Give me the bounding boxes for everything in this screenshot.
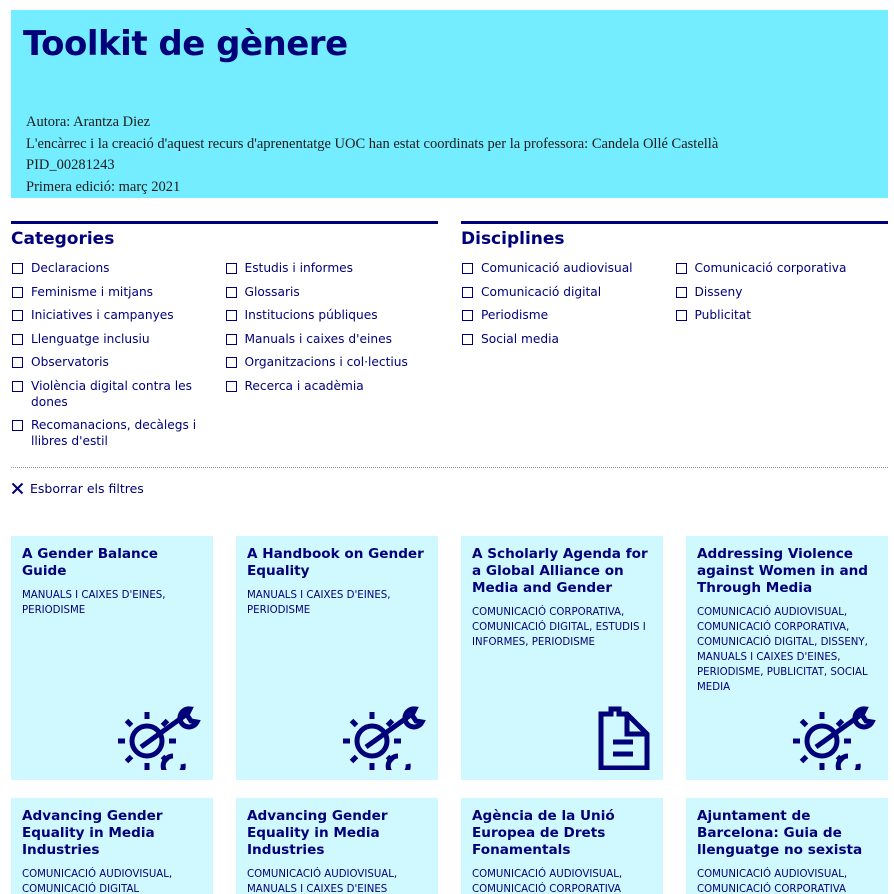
checkbox[interactable] bbox=[462, 334, 473, 345]
categories-column-1 bbox=[11, 260, 225, 457]
checkbox[interactable] bbox=[12, 420, 23, 431]
disciplines-heading: Disciplines bbox=[461, 229, 565, 249]
card-title[interactable]: Agència de la Unió Europea de Drets Fonamentals bbox=[472, 808, 615, 858]
author-line: Autora: Arantza Diez bbox=[26, 114, 151, 130]
filter-option[interactable] bbox=[225, 331, 439, 347]
card-title[interactable]: A Handbook on Gender Equality bbox=[247, 546, 424, 579]
edition-line: Primera edició: març 2021 bbox=[26, 178, 181, 195]
filter-option[interactable] bbox=[461, 260, 675, 276]
checkbox[interactable] bbox=[12, 334, 23, 345]
filter-option-label: Publicitat bbox=[694, 308, 751, 322]
filter-option-label: Institucions públiques bbox=[244, 308, 378, 322]
card-title[interactable]: A Gender Balance Guide bbox=[22, 546, 159, 579]
card-title[interactable]: Ajuntament de Barcelona: Guia de llenguatge no sexista bbox=[697, 808, 863, 858]
checkbox[interactable] bbox=[226, 287, 237, 298]
checkbox[interactable] bbox=[226, 381, 237, 392]
checkbox[interactable] bbox=[462, 310, 473, 321]
tools-icon bbox=[792, 706, 878, 770]
filter-option-label: Periodisme bbox=[481, 308, 549, 322]
filter-option-label: Recerca i acadèmia bbox=[244, 378, 364, 393]
card-tags: MANUALS I CAIXES D'EINES, PERIODISME bbox=[247, 590, 391, 616]
clear-filters-button[interactable] bbox=[11, 481, 144, 496]
filter-option-label: Violència digital contra les dones bbox=[31, 378, 192, 409]
filter-option-label: Comunicació corporativa bbox=[694, 261, 847, 275]
filter-option-label: Manuals i caixes d'eines bbox=[244, 331, 392, 346]
checkbox[interactable] bbox=[12, 263, 23, 274]
filter-option[interactable] bbox=[675, 260, 889, 276]
page-header bbox=[11, 10, 888, 198]
card-tags: COMUNICACIÓ CORPORATIVA, COMUNICACIÓ DIGITAL, ESTUDIS I INFORMES, PERIODISME bbox=[472, 607, 646, 648]
checkbox[interactable] bbox=[12, 287, 23, 298]
filter-option[interactable] bbox=[11, 260, 225, 276]
filter-option[interactable] bbox=[675, 284, 889, 300]
filter-option[interactable] bbox=[225, 354, 439, 370]
resource-card[interactable] bbox=[461, 536, 663, 780]
card-tags: COMUNICACIÓ AUDIOVISUAL, COMUNICACIÓ CORPORATIVA bbox=[472, 869, 623, 894]
checkbox[interactable] bbox=[462, 263, 473, 274]
categories-filter bbox=[11, 221, 438, 457]
resource-card[interactable] bbox=[686, 798, 888, 894]
filter-option-label: Iniciatives i campanyes bbox=[31, 308, 174, 322]
checkbox[interactable] bbox=[676, 263, 687, 274]
card-title[interactable]: A Scholarly Agenda for a Global Alliance on Media and Gender bbox=[472, 546, 648, 596]
filter-option[interactable] bbox=[461, 331, 675, 347]
filter-option-label: Social media bbox=[481, 331, 559, 346]
filter-option-label: Estudis i informes bbox=[244, 261, 354, 275]
filter-option[interactable] bbox=[225, 307, 439, 323]
card-title[interactable]: Advancing Gender Equality in Media Industries bbox=[247, 808, 388, 858]
filter-option-label: Organitzacions i col·lectius bbox=[244, 355, 408, 369]
checkbox[interactable] bbox=[226, 310, 237, 321]
clear-filters-label: Esborrar els filtres bbox=[30, 481, 144, 496]
coordination-line: L'encàrrec i la creació d'aquest recurs d'aprenentatge UOC han estat coordinats per la professora: Candela Ollé Castellà bbox=[26, 135, 719, 152]
resource-card[interactable] bbox=[686, 536, 888, 780]
close-icon bbox=[11, 482, 24, 495]
disciplines-filter bbox=[461, 221, 888, 354]
disciplines-column-2 bbox=[675, 260, 889, 354]
card-title[interactable]: Addressing Violence against Women in and Through Media bbox=[697, 546, 869, 596]
card-tags: MANUALS I CAIXES D'EINES, PERIODISME bbox=[22, 590, 166, 616]
filter-option-label: Feminisme i mitjans bbox=[31, 284, 154, 299]
categories-column-2 bbox=[225, 260, 439, 457]
filter-option-label: Llenguatge inclusiu bbox=[31, 331, 150, 346]
checkbox[interactable] bbox=[12, 357, 23, 368]
filter-option[interactable] bbox=[11, 354, 225, 370]
filter-option[interactable] bbox=[11, 284, 225, 300]
card-tags: COMUNICACIÓ AUDIOVISUAL, COMUNICACIÓ CORPORATIVA, COMUNICACIÓ DIGITAL, DISSENY, MANUALS I CAIXES D'EINES, PERIODISME, PUBLICITAT, SOCIAL MEDIA bbox=[697, 607, 868, 693]
checkbox[interactable] bbox=[226, 334, 237, 345]
filter-option[interactable] bbox=[225, 284, 439, 300]
filter-option-label: Comunicació audiovisual bbox=[481, 261, 633, 275]
filter-option-label: Recomanacions, decàlegs i llibres d'estil bbox=[31, 418, 197, 448]
filter-option-label: Declaracions bbox=[31, 261, 110, 275]
filter-option[interactable] bbox=[11, 378, 225, 410]
checkbox[interactable] bbox=[676, 287, 687, 298]
tools-icon bbox=[342, 706, 428, 770]
filter-option[interactable] bbox=[11, 307, 225, 323]
filter-option-label: Observatoris bbox=[31, 355, 109, 369]
filter-option-label: Disseny bbox=[694, 284, 743, 299]
page-title: Toolkit de gènere bbox=[23, 24, 348, 64]
checkbox[interactable] bbox=[226, 263, 237, 274]
checkbox[interactable] bbox=[462, 287, 473, 298]
disciplines-column-1 bbox=[461, 260, 675, 354]
filter-option[interactable] bbox=[11, 331, 225, 347]
credits bbox=[23, 112, 876, 198]
document-icon bbox=[567, 706, 653, 770]
filter-option-label: Glossaris bbox=[244, 284, 300, 299]
divider bbox=[11, 467, 888, 468]
card-tags: COMUNICACIÓ AUDIOVISUAL, COMUNICACIÓ CORPORATIVA bbox=[697, 869, 848, 894]
card-title[interactable]: Advancing Gender Equality in Media Industries bbox=[22, 808, 163, 858]
categories-heading: Categories bbox=[11, 229, 115, 249]
checkbox[interactable] bbox=[12, 310, 23, 321]
resource-card[interactable] bbox=[236, 798, 438, 894]
tools-icon bbox=[117, 706, 203, 770]
filter-option[interactable] bbox=[11, 417, 225, 449]
resource-card[interactable] bbox=[11, 536, 213, 780]
resource-card[interactable] bbox=[11, 798, 213, 894]
card-tags: COMUNICACIÓ AUDIOVISUAL, COMUNICACIÓ DIGITAL bbox=[22, 869, 173, 894]
resource-card[interactable] bbox=[461, 798, 663, 894]
filter-option[interactable] bbox=[225, 378, 439, 394]
resource-card[interactable] bbox=[236, 536, 438, 780]
filter-option-label: Comunicació digital bbox=[481, 284, 602, 299]
checkbox[interactable] bbox=[676, 310, 687, 321]
filter-option[interactable] bbox=[461, 284, 675, 300]
pid-line: PID_00281243 bbox=[26, 157, 115, 173]
filter-option[interactable] bbox=[225, 260, 439, 276]
checkbox[interactable] bbox=[226, 357, 237, 368]
card-tags: COMUNICACIÓ AUDIOVISUAL, MANUALS I CAIXES D'EINES bbox=[247, 869, 398, 894]
filter-option[interactable] bbox=[461, 307, 675, 323]
filter-option[interactable] bbox=[675, 307, 889, 323]
checkbox[interactable] bbox=[12, 381, 23, 392]
